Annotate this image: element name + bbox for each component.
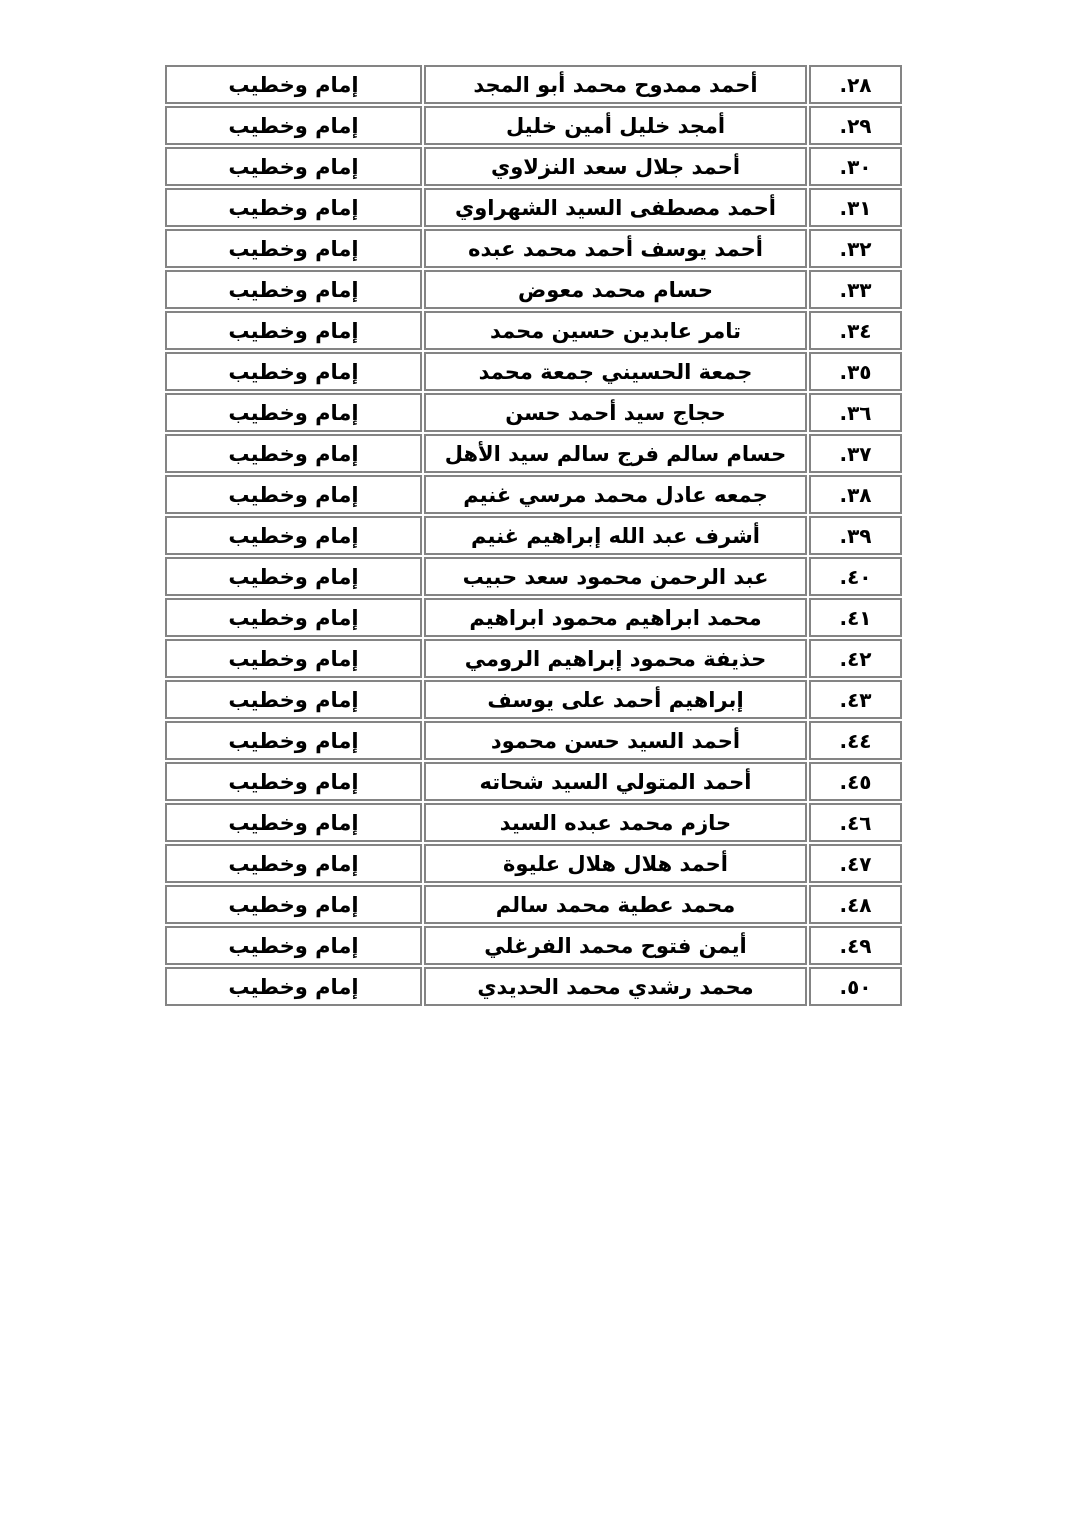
person-name-cell: أشرف عبد الله إبراهيم غنيم	[424, 516, 807, 555]
role-cell: إمام وخطيب	[165, 803, 422, 842]
role-cell: إمام وخطيب	[165, 475, 422, 514]
role-cell: إمام وخطيب	[165, 270, 422, 309]
role-cell: إمام وخطيب	[165, 885, 422, 924]
role-cell: إمام وخطيب	[165, 434, 422, 473]
table-row	[165, 188, 902, 227]
person-name-cell: إبراهيم أحمد على يوسف	[424, 680, 807, 719]
row-number-cell: ٣٩.	[809, 516, 902, 555]
role-cell: إمام وخطيب	[165, 188, 422, 227]
table-row	[165, 475, 902, 514]
person-name-cell: حذيفة محمود إبراهيم الرومي	[424, 639, 807, 678]
person-name-cell: جمعة الحسيني جمعة محمد	[424, 352, 807, 391]
table-row	[165, 65, 902, 104]
table-row	[165, 352, 902, 391]
person-name-cell: أمجد خليل أمين خليل	[424, 106, 807, 145]
person-name-cell: أحمد جلال سعد النزلاوي	[424, 147, 807, 186]
row-number-cell: ٤٧.	[809, 844, 902, 883]
person-name-cell: أحمد مصطفى السيد الشهراوي	[424, 188, 807, 227]
role-cell: إمام وخطيب	[165, 844, 422, 883]
table-row	[165, 598, 902, 637]
role-cell: إمام وخطيب	[165, 926, 422, 965]
row-number-cell: ٤٢.	[809, 639, 902, 678]
role-cell: إمام وخطيب	[165, 352, 422, 391]
row-number-cell: ٣٥.	[809, 352, 902, 391]
row-number-cell: ٤٦.	[809, 803, 902, 842]
row-number-cell: ٤٥.	[809, 762, 902, 801]
row-number-cell: ٣٣.	[809, 270, 902, 309]
role-cell: إمام وخطيب	[165, 598, 422, 637]
table-row	[165, 885, 902, 924]
person-name-cell: أيمن فتوح محمد الفرغلي	[424, 926, 807, 965]
row-number-cell: ٢٩.	[809, 106, 902, 145]
row-number-cell: ٤٩.	[809, 926, 902, 965]
table-row	[165, 680, 902, 719]
table-row	[165, 434, 902, 473]
row-number-cell: ٤٠.	[809, 557, 902, 596]
role-cell: إمام وخطيب	[165, 516, 422, 555]
row-number-cell: ٤١.	[809, 598, 902, 637]
row-number-cell: ٣٢.	[809, 229, 902, 268]
table-row	[165, 803, 902, 842]
role-cell: إمام وخطيب	[165, 762, 422, 801]
table-row	[165, 844, 902, 883]
person-name-cell: حجاج سيد أحمد حسن	[424, 393, 807, 432]
role-cell: إمام وخطيب	[165, 639, 422, 678]
role-cell: إمام وخطيب	[165, 229, 422, 268]
person-name-cell: محمد ابراهيم محمود ابراهيم	[424, 598, 807, 637]
table-row	[165, 762, 902, 801]
table-row	[165, 926, 902, 965]
role-cell: إمام وخطيب	[165, 967, 422, 1006]
person-name-cell: محمد رشدي محمد الحديدي	[424, 967, 807, 1006]
role-cell: إمام وخطيب	[165, 557, 422, 596]
roster-body	[165, 65, 902, 1006]
table-row	[165, 516, 902, 555]
role-cell: إمام وخطيب	[165, 147, 422, 186]
table-row	[165, 557, 902, 596]
row-number-cell: ٤٤.	[809, 721, 902, 760]
role-cell: إمام وخطيب	[165, 680, 422, 719]
table-row	[165, 106, 902, 145]
role-cell: إمام وخطيب	[165, 65, 422, 104]
table-row	[165, 393, 902, 432]
table-row	[165, 721, 902, 760]
role-cell: إمام وخطيب	[165, 393, 422, 432]
person-name-cell: محمد عطية محمد سالم	[424, 885, 807, 924]
table-row	[165, 639, 902, 678]
row-number-cell: ٣١.	[809, 188, 902, 227]
person-name-cell: حازم محمد عبده السيد	[424, 803, 807, 842]
person-name-cell: أحمد هلال هلال عليوة	[424, 844, 807, 883]
table-row	[165, 967, 902, 1006]
table-row	[165, 147, 902, 186]
table-row	[165, 229, 902, 268]
role-cell: إمام وخطيب	[165, 721, 422, 760]
row-number-cell: ٤٣.	[809, 680, 902, 719]
row-number-cell: ٤٨.	[809, 885, 902, 924]
role-cell: إمام وخطيب	[165, 311, 422, 350]
person-name-cell: تامر عابدين حسين محمد	[424, 311, 807, 350]
row-number-cell: ٣٧.	[809, 434, 902, 473]
person-name-cell: حسام محمد معوض	[424, 270, 807, 309]
person-name-cell: أحمد المتولي السيد شحاته	[424, 762, 807, 801]
row-number-cell: ٢٨.	[809, 65, 902, 104]
row-number-cell: ٣٨.	[809, 475, 902, 514]
person-name-cell: أحمد ممدوح محمد أبو المجد	[424, 65, 807, 104]
table-row	[165, 311, 902, 350]
table-row	[165, 270, 902, 309]
person-name-cell: عبد الرحمن محمود سعد حبيب	[424, 557, 807, 596]
row-number-cell: ٣٤.	[809, 311, 902, 350]
row-number-cell: ٣٠.	[809, 147, 902, 186]
person-name-cell: أحمد السيد حسن محمود	[424, 721, 807, 760]
row-number-cell: ٥٠.	[809, 967, 902, 1006]
person-name-cell: أحمد يوسف أحمد محمد عبده	[424, 229, 807, 268]
person-name-cell: جمعه عادل محمد مرسي غنيم	[424, 475, 807, 514]
role-cell: إمام وخطيب	[165, 106, 422, 145]
person-name-cell: حسام سالم فرج سالم سيد الأهل	[424, 434, 807, 473]
imams-roster-table	[163, 63, 904, 1008]
row-number-cell: ٣٦.	[809, 393, 902, 432]
